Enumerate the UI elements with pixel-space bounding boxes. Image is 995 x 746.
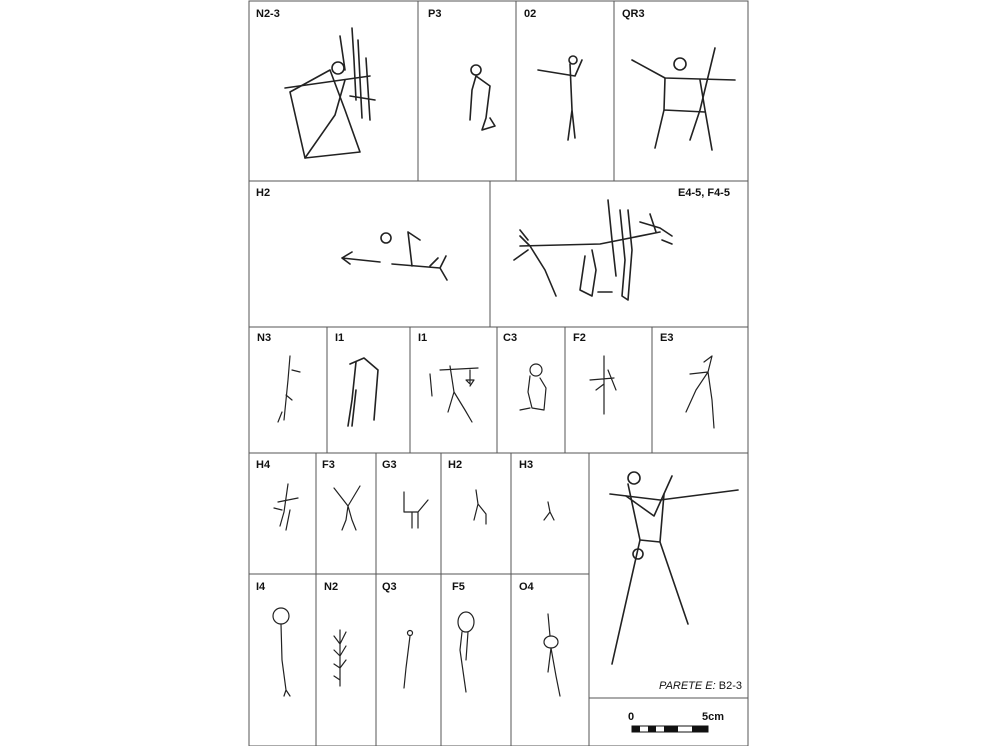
cell-label: P3 (428, 8, 442, 20)
caption-suffix: B2-3 (715, 680, 742, 692)
cell-q3 (376, 574, 441, 746)
cell-o4 (511, 574, 589, 746)
scale-bar-cell (589, 698, 748, 746)
cell-f3 (316, 453, 376, 574)
cell-h2-wide (249, 181, 490, 327)
cell-label: N2 (324, 581, 339, 593)
cell-h2-small (441, 453, 511, 574)
cell-label: C3 (503, 332, 518, 344)
cell-label: F2 (573, 332, 586, 344)
cell-label: O4 (519, 581, 534, 593)
cell-h4 (249, 453, 316, 574)
cell-h3 (511, 453, 589, 574)
cell-label: E3 (660, 332, 674, 344)
cell-label: QR3 (622, 8, 645, 20)
cell-g3 (376, 453, 441, 574)
scale-label-end: 5cm (702, 711, 725, 723)
cell-label: N2-3 (256, 8, 280, 20)
cell-c3 (497, 327, 565, 453)
cell-f5 (441, 574, 511, 746)
cell-label: H2 (256, 187, 271, 199)
cell-label: I1 (335, 332, 345, 344)
cell-e3 (652, 327, 748, 453)
cell-o2 (516, 1, 614, 181)
cell-f2 (565, 327, 652, 453)
cell-n2 (316, 574, 376, 746)
cell-label: G3 (382, 459, 397, 471)
cell-label: E4-5, F4-5 (678, 187, 730, 199)
cell-i4 (249, 574, 316, 746)
cell-n2-3-top (249, 1, 418, 181)
cell-i1-b (410, 327, 497, 453)
cell-label: F3 (322, 459, 335, 471)
scale-label-start: 0 (628, 711, 635, 723)
cell-p3 (418, 1, 516, 181)
scale-bar (632, 726, 708, 732)
cell-label: I4 (256, 581, 266, 593)
cell-label: F5 (452, 581, 465, 593)
cell-label: Q3 (382, 581, 397, 593)
cell-e4-5 (490, 181, 748, 327)
cell-parete-e (589, 453, 748, 698)
figure-caption (659, 680, 742, 692)
cell-label: I1 (418, 332, 428, 344)
cell-label: N3 (257, 332, 272, 344)
cell-label: H4 (256, 459, 271, 471)
cell-label: H3 (519, 459, 534, 471)
cell-label: H2 (448, 459, 463, 471)
caption-prefix: PARETE E: (659, 680, 716, 692)
cell-n3 (249, 327, 327, 453)
cell-label: 02 (524, 8, 537, 20)
cell-qr3 (614, 1, 748, 181)
cell-i1-a (327, 327, 410, 453)
